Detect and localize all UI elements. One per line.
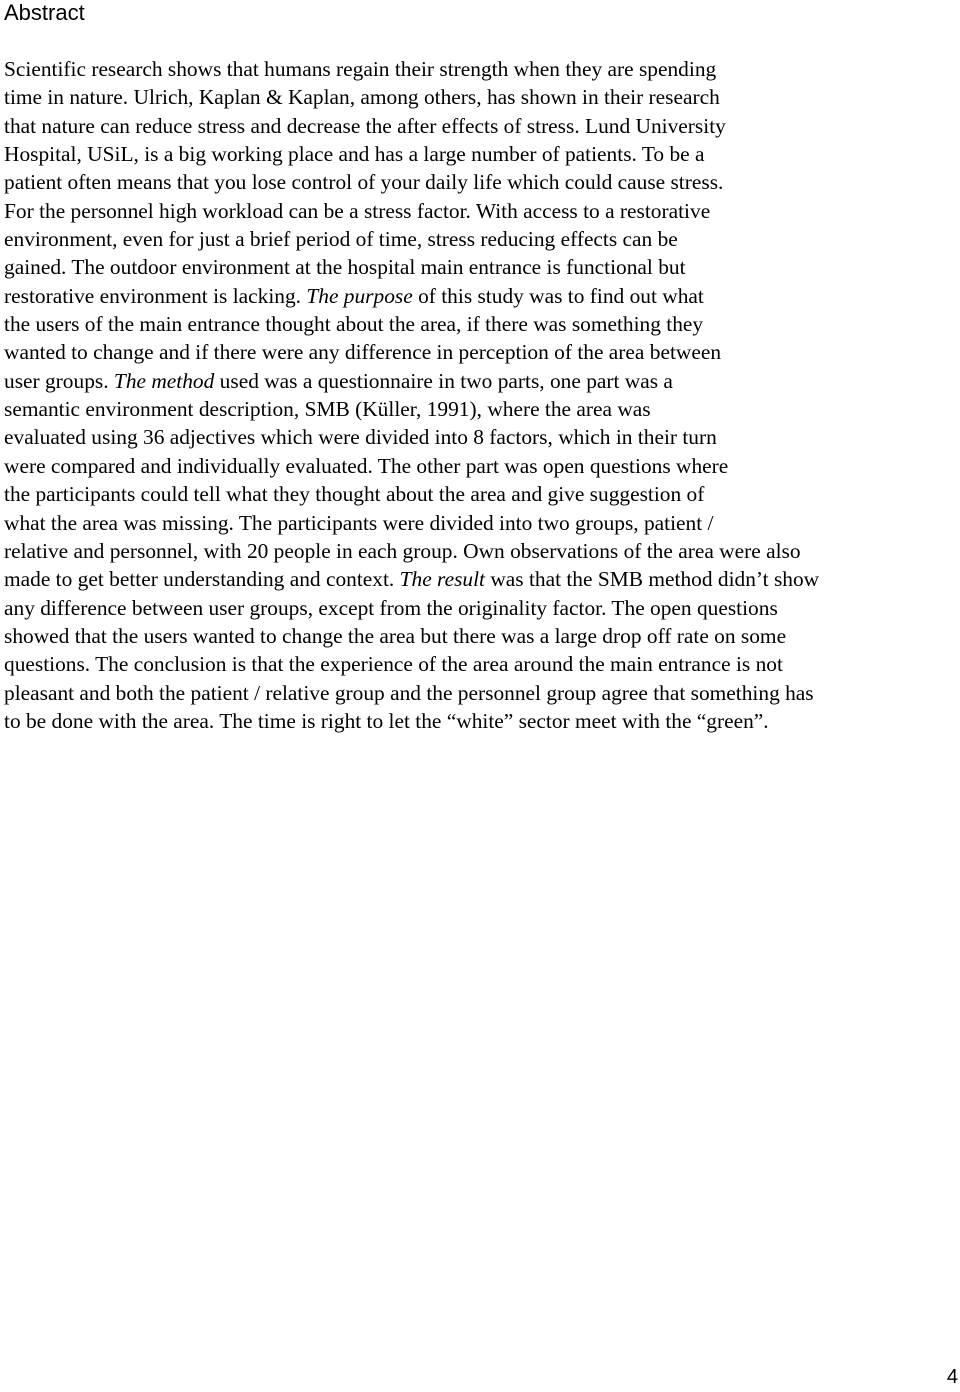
text-line: to be done with the area. The time is right to let the “white” sector meet with the “green”. — [4, 708, 769, 733]
text-line: For the personnel high workload can be a stress factor. With access to a restorative — [4, 198, 711, 223]
text-line: the participants could tell what they thought about the area and give suggestion of — [4, 482, 705, 507]
text-line: any difference between user groups, except from the originality factor. The open questions — [4, 595, 778, 620]
text-line: were compared and individually evaluated. The other part was open questions where — [4, 453, 729, 478]
text-run: of this study was to find out what — [412, 283, 704, 308]
text-line: questions. The conclusion is that the experience of the area around the main entrance is not — [4, 652, 783, 677]
text-line — [4, 565, 954, 593]
text-line: Hospital, USiL, is a big working place and has a large number of patients. To be a — [4, 142, 705, 167]
text-line — [4, 282, 954, 310]
text-run: user groups. — [4, 368, 114, 393]
text-line: time in nature. Ulrich, Kaplan & Kaplan, among others, has shown in their research — [4, 85, 720, 110]
text-line: that nature can reduce stress and decrease the after effects of stress. Lund University — [4, 113, 726, 138]
text-run: was that the SMB method didn’t show — [484, 567, 820, 592]
text-run: made to get better understanding and context. — [4, 567, 400, 592]
section-heading: Abstract — [4, 0, 85, 25]
text-line: pleasant and both the patient / relative group and the personnel group agree that something has — [4, 680, 814, 705]
text-line: environment, even for just a brief period of time, stress reducing effects can be — [4, 227, 678, 252]
page-number: 4 — [946, 1366, 958, 1388]
text-line: the users of the main entrance thought about the area, if there was something they — [4, 312, 704, 337]
abstract-paragraph — [4, 55, 954, 735]
text-line: evaluated using 36 adjectives which were divided into 8 factors, which in their turn — [4, 425, 717, 450]
text-line: wanted to change and if there were any difference in perception of the area between — [4, 340, 722, 365]
text-line: patient often means that you lose control of your daily life which could cause stress. — [4, 170, 724, 195]
italic-label: The method — [113, 368, 215, 393]
text-line: semantic environment description, SMB (Küller, 1991), where the area was — [4, 397, 651, 422]
text-line: relative and personnel, with 20 people in each group. Own observations of the area were also — [4, 538, 801, 563]
text-run: used was a questionnaire in two parts, one part was a — [214, 368, 673, 393]
text-line: Scientific research shows that humans regain their strength when they are spending — [4, 57, 717, 81]
text-line: gained. The outdoor environment at the hospital main entrance is functional but — [4, 255, 686, 280]
text-line: what the area was missing. The participants were divided into two groups, patient / — [4, 510, 714, 535]
text-line — [4, 367, 954, 395]
italic-label: The result — [399, 567, 485, 592]
italic-label: The purpose — [306, 283, 413, 308]
text-run: restorative environment is lacking. — [4, 283, 307, 308]
text-line: showed that the users wanted to change the area but there was a large drop off rate on some — [4, 623, 787, 648]
